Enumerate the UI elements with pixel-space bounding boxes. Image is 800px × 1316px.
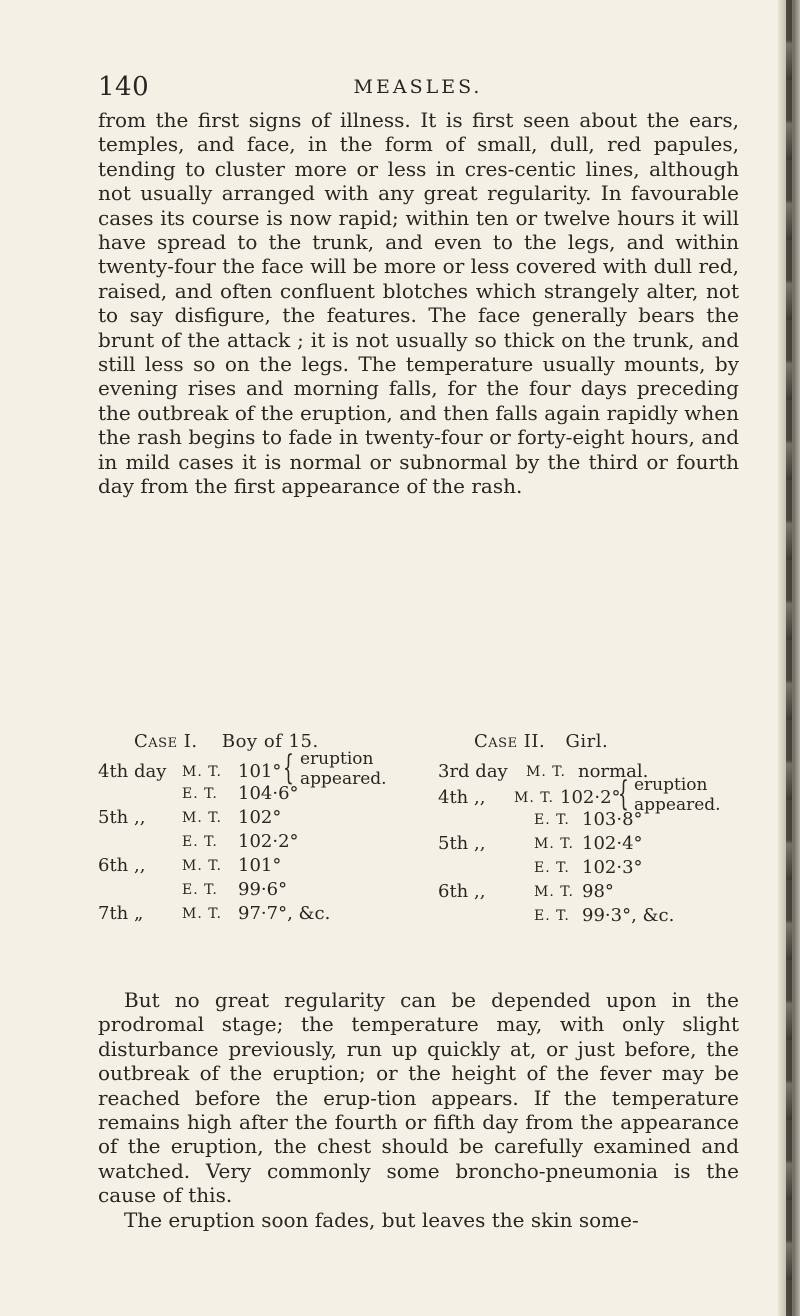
day-label: 7th „ <box>98 903 144 924</box>
temperature-value: 99·6° <box>238 879 288 900</box>
case-one <box>98 731 418 924</box>
case-two-title <box>474 731 742 755</box>
scan-binding-shadow <box>786 0 792 1316</box>
temperature-value: 102·2° <box>560 787 621 808</box>
paragraph: from the first signs of illness. It is first seen about the ears, temples, and face, in the form of small, dull, red papules, tending to cluster more or less in cres-centic lines, although not usually arranged with any great regularity. In favourable cases its course is now rapid; within ten or twelve hours it will have spread to the trunk, and even to the legs, and within twenty-four the face will be more or less covered with dull red, raised, and often confluent blotches which strangely alter, not to say disfigure, the features. The face generally bears the brunt of the attack ; it is not usually so thick on the trunk, and still less so on the legs. The temperature usually mounts, by evening rises and morning falls, for the four days preceding the outbreak of the eruption, and then falls again rapidly when the rash begins to fade in twenty-four or forty-eight hours, and in mild cases it is normal or subnormal by the third or fourth day from the first appearance of the rash. <box>98 108 739 499</box>
brace-glyph: { <box>283 748 294 788</box>
temperature-value: 102·4° <box>582 833 643 854</box>
case-label: Case I. <box>134 731 198 752</box>
temperature-value: 101° <box>238 761 282 782</box>
note-line-1: eruption <box>300 749 374 769</box>
day-label: 4th day <box>98 761 167 782</box>
time-label: E. T. <box>534 908 570 924</box>
case-description: Boy of 15. <box>221 731 319 752</box>
temperature-value: 102·2° <box>238 831 299 852</box>
day-label: 3rd day <box>438 761 508 782</box>
time-label: M. T. <box>526 764 566 780</box>
case-label: Case II. <box>474 731 546 752</box>
time-label: M. T. <box>182 858 222 874</box>
temperature-value: 98° <box>582 881 614 902</box>
page-header <box>98 72 738 102</box>
scan-binding-edge <box>778 0 800 1316</box>
day-label: 4th ,, <box>438 787 486 808</box>
time-label: E. T. <box>534 860 570 876</box>
time-label: M. T. <box>182 810 222 826</box>
time-label: E. T. <box>534 812 570 828</box>
temperature-value: 102° <box>238 807 282 828</box>
paragraph: The eruption soon fades, but leaves the skin some- <box>124 1207 639 1232</box>
time-label: M. T. <box>182 764 222 780</box>
time-label: E. T. <box>182 834 218 850</box>
temperature-value: 102·3° <box>582 857 643 878</box>
case-description: Girl. <box>565 731 609 752</box>
paragraph: But no great regularity can be depended upon in the prodromal stage; the temperature may, with only slight disturbance previously, run up quickly at, or just before, the outbreak of the eruption; or the height of the fever may be reached before the erup-tion appears. If the temperature remains high after the fourth or fifth day from the appearance of the eruption, the chest should be carefully examined and watched. Very commonly some broncho-pneumonia is the cause of this. <box>98 988 739 1208</box>
temperature-value: 103·8° <box>582 809 643 830</box>
day-label: 6th ,, <box>98 855 146 876</box>
temperature-value: 104·6° <box>238 783 299 804</box>
temperature-value: 97·7°, &c. <box>238 903 331 924</box>
time-label: E. T. <box>182 786 218 802</box>
temperature-value: 101° <box>238 855 282 876</box>
time-label: M. T. <box>514 790 554 806</box>
page-number: 140 <box>98 72 150 102</box>
note-line-2: appeared. <box>300 769 387 789</box>
case-two <box>438 731 742 926</box>
time-label: M. T. <box>182 906 222 922</box>
temperature-value: normal. <box>578 761 649 782</box>
case-one-title <box>134 731 418 755</box>
temperature-value: 99·3°, &c. <box>582 905 675 926</box>
note-line-1: eruption <box>634 775 708 795</box>
day-label: 5th ,, <box>98 807 146 828</box>
running-title: MEASLES. <box>353 76 483 98</box>
day-label: 6th ,, <box>438 881 486 902</box>
time-label: E. T. <box>182 882 218 898</box>
brace-glyph: { <box>618 774 629 814</box>
day-label: 5th ,, <box>438 833 486 854</box>
body-text-top <box>98 108 739 499</box>
temperature-cases <box>98 731 742 981</box>
body-text-bottom <box>98 988 739 1232</box>
note-line-2: appeared. <box>634 795 721 815</box>
time-label: M. T. <box>534 836 574 852</box>
time-label: M. T. <box>534 884 574 900</box>
